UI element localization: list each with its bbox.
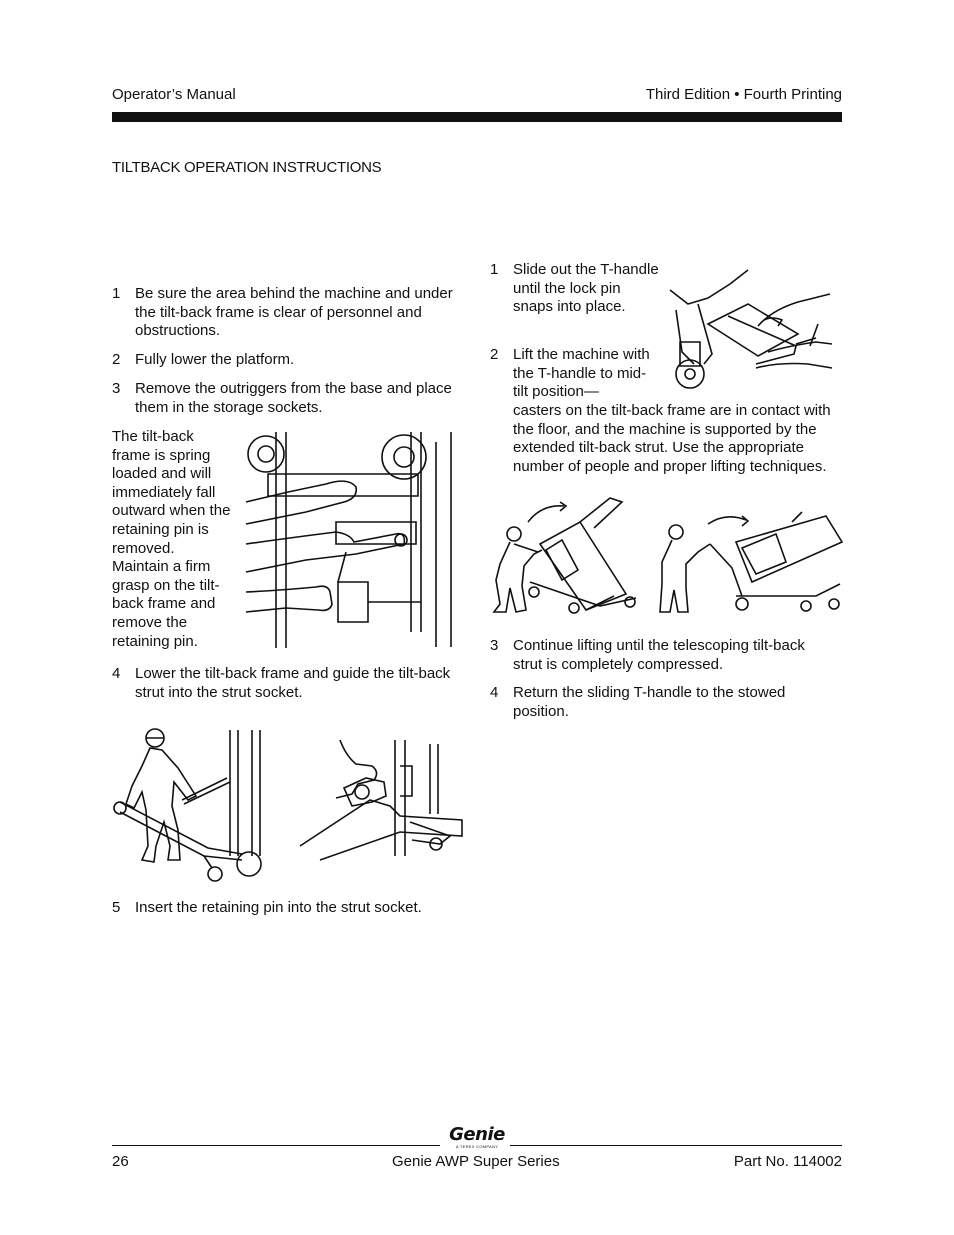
right-step-3: [490, 637, 830, 674]
step-text: Insert the retaining pin into the strut socket.: [135, 899, 422, 916]
left-step-1: [112, 285, 462, 341]
step-number: 2: [112, 351, 121, 368]
step-number: 3: [490, 637, 499, 654]
lower-frame-illustration: [112, 726, 272, 882]
footer-title: Genie AWP Super Series: [392, 1153, 560, 1170]
right-step-2-continuation: casters on the tilt-back frame are in contact with the floor, and the machine is supported by the extended tilt-back strut. Use the appropriate number of people and proper lifting techniques.: [513, 402, 831, 475]
header-rule: [112, 112, 842, 122]
left-step-2: [112, 351, 462, 370]
retaining-pin-illustration: [246, 432, 458, 648]
full-tilt-illustration: [656, 512, 842, 616]
step-text: Remove the outriggers from the base and place them in the storage sockets.: [135, 380, 452, 416]
left-step-4: [112, 665, 462, 702]
logo-wordmark: Genie: [449, 1124, 505, 1145]
step-text: Fully lower the platform.: [135, 351, 295, 368]
part-number: Part No. 114002: [733, 1153, 842, 1170]
step-number: 5: [112, 899, 121, 916]
left-step-3: [112, 380, 462, 417]
right-step-2: [490, 346, 660, 402]
page-number: 26: [112, 1153, 129, 1170]
left-step-5: [112, 899, 462, 918]
step-number: 2: [490, 346, 499, 363]
step-text: Lower the tilt-back frame and guide the tilt-back strut into the strut socket.: [135, 665, 451, 701]
step-number: 4: [490, 684, 499, 701]
logo-subtitle: A TEREX COMPANY: [455, 1144, 499, 1149]
step-text: Return the sliding T-handle to the stowed position.: [513, 684, 786, 720]
mid-tilt-illustration: [490, 494, 642, 616]
step-text: Continue lifting until the telescoping tilt-back strut is completely compressed.: [513, 637, 805, 673]
footer-rule-right: [510, 1145, 842, 1146]
right-step-4: [490, 684, 830, 721]
step-number: 1: [112, 285, 121, 302]
step-number: 3: [112, 380, 121, 397]
step-text: Lift the machine with the T-handle to mid-tilt position—: [513, 346, 650, 401]
strut-socket-illustration: [300, 736, 464, 862]
genie-logo: [446, 1126, 508, 1149]
section-title: TILTBACK OPERATION INSTRUCTIONS: [112, 159, 382, 176]
header-edition: Third Edition • Fourth Printing: [645, 86, 842, 103]
t-handle-illustration: [668, 264, 832, 392]
right-step-1: [490, 261, 660, 317]
header-manual-title: Operator’s Manual: [112, 86, 236, 103]
warning-text: The tilt-back frame is spring loaded and will immediately fall outward when the retaining pin is removed. Maintain a firm grasp on the tilt-back frame and remove the retaining pin.: [112, 428, 231, 650]
footer-rule-left: [112, 1145, 440, 1146]
step-text: Slide out the T-handle until the lock pin snaps into place.: [513, 261, 659, 316]
step-number: 1: [490, 261, 499, 278]
step-number: 4: [112, 665, 121, 682]
step-text: Be sure the area behind the machine and under the tilt-back frame is clear of personnel and obstructions.: [135, 285, 453, 340]
